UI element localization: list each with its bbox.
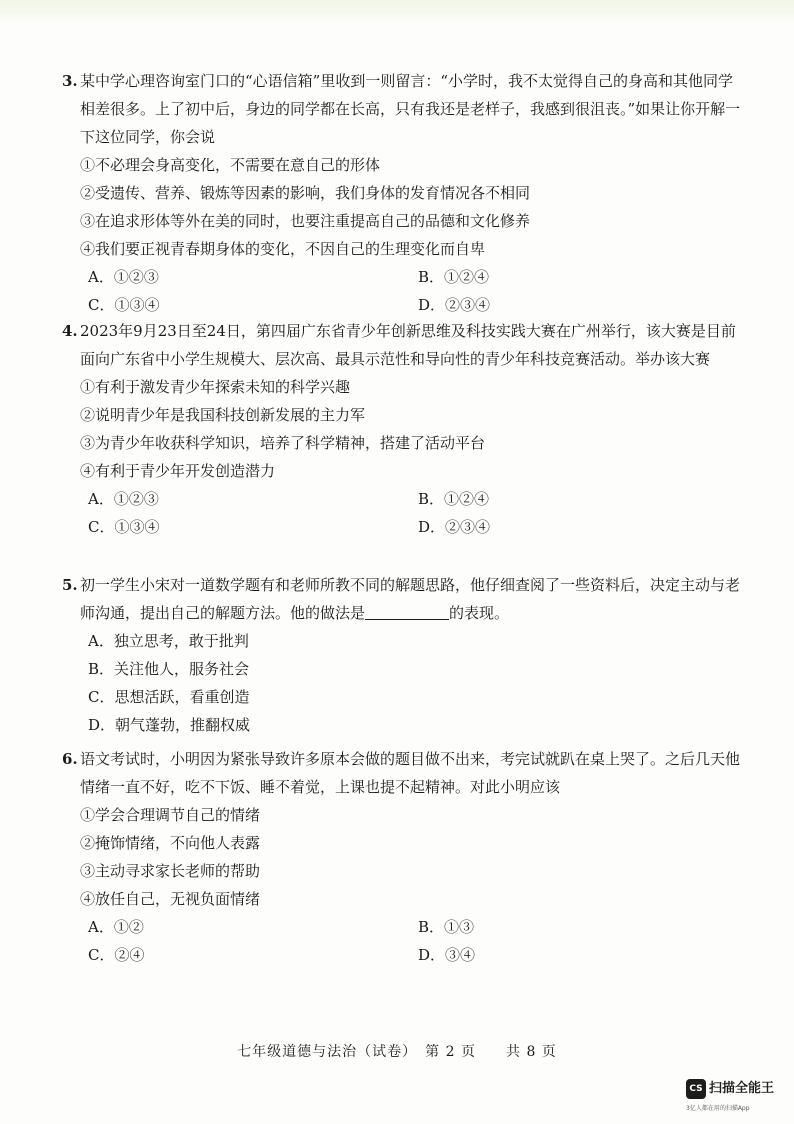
- statement-4: ④有利于青少年开发创造潜力: [80, 462, 276, 480]
- question-number: 4.: [62, 322, 78, 340]
- scan-top-strip: [0, 0, 794, 22]
- choice-a: A．①②: [88, 918, 144, 936]
- choice-b: B．①③: [418, 918, 475, 936]
- watermark-subtitle: 3亿人都在用的扫描App: [686, 1105, 750, 1112]
- choice-a: A．①②③: [88, 268, 159, 286]
- answer-choices: [62, 627, 742, 739]
- choice-b: B．①②④: [418, 490, 490, 508]
- camscanner-watermark: [686, 1077, 790, 1119]
- question-number: 3.: [62, 72, 78, 90]
- question-number: 5.: [62, 576, 78, 594]
- choice-b: B．①②④: [418, 268, 490, 286]
- answer-choices: [62, 485, 742, 541]
- answer-choices: [62, 913, 742, 969]
- statement-2: ②掩饰情绪，不向他人表露: [80, 834, 261, 852]
- choice-d: D．②③④: [418, 518, 491, 536]
- statement-3: ③主动寻求家长老师的帮助: [80, 862, 261, 880]
- choice-a: A．①②③: [88, 490, 159, 508]
- question-text-after: 的表现。: [449, 604, 510, 622]
- page-footer: 七年级道德与法治（试卷） 第 2 页 共 8 页: [237, 1044, 557, 1060]
- statement-2: ②说明青少年是我国科技创新发展的主力军: [80, 406, 366, 424]
- choice-c: C．①③④: [88, 518, 160, 536]
- question-stem: [62, 67, 742, 151]
- choice-c: C．②④: [88, 946, 145, 964]
- choice-c: C．思想活跃，看重创造: [88, 688, 250, 706]
- choice-d: D．朝气蓬勃，推翻权威: [88, 716, 251, 734]
- statement-3: ③为青少年收获科学知识，培养了科学精神，搭建了活动平台: [80, 434, 486, 452]
- question-5: [62, 571, 742, 739]
- choice-c: C．①③④: [88, 296, 160, 314]
- statement-1: ①有利于激发青少年探索未知的科学兴趣: [80, 378, 351, 396]
- answer-choices: [62, 263, 742, 319]
- fill-blank: [365, 601, 449, 620]
- question-stem: [62, 571, 742, 627]
- question-3: [62, 67, 742, 319]
- statement-1: ①不必理会身高变化，不需要在意自己的形体: [80, 156, 381, 174]
- question-stem: [62, 317, 742, 373]
- statement-3: ③在追求形体等外在美的同时，也要注重提高自己的品德和文化修养: [80, 212, 531, 230]
- question-6: [62, 745, 742, 969]
- choice-d: D．③④: [418, 946, 476, 964]
- question-4: [62, 317, 742, 541]
- choice-b: B．关注他人，服务社会: [88, 660, 250, 678]
- statement-4: ④我们要正视青春期身体的变化，不因自己的生理变化而自卑: [80, 240, 486, 258]
- question-text: 语文考试时，小明因为紧张导致许多原本会做的题目做不出来，考完试就趴在桌上哭了。之后几天他情绪一直不好，吃不下饭、睡不着觉，上课也提不起精神。对此小明应该: [80, 750, 741, 796]
- choice-a: A．独立思考，敢于批判: [88, 632, 249, 650]
- statement-1: ①学会合理调节自己的情绪: [80, 806, 261, 824]
- question-text: 某中学心理咨询室门口的“心语信箱”里收到一则留言：“小学时，我不太觉得自己的身高和其他同学相差很多。上了初中后，身边的同学都在长高，只有我还是老样子，我感到很沮丧。”如果让你开解一下这位同学，你会说: [80, 72, 741, 146]
- statement-2: ②受遗传、营养、锻炼等因素的影响，我们身体的发育情况各不相同: [80, 184, 531, 202]
- choice-d: D．②③④: [418, 296, 491, 314]
- watermark-title: 扫描全能王: [709, 1081, 775, 1096]
- statement-4: ④放任自己，无视负面情绪: [80, 890, 261, 908]
- question-number: 6.: [62, 750, 78, 768]
- cs-logo-icon: CS: [686, 1079, 706, 1099]
- question-stem: [62, 745, 742, 801]
- question-text-before: 初一学生小宋对一道数学题有和老师所教不同的解题思路，他仔细查阅了一些资料后，决定主动与老师沟通，提出自己的解题方法。他的做法是: [80, 576, 741, 622]
- question-text: 2023年9月23日至24日，第四届广东省青少年创新思维及科技实践大赛在广州举行，该大赛是目前面向广东省中小学生规模大、层次高、最具示范性和导向性的青少年科技竞赛活动。举办该大赛: [80, 322, 736, 368]
